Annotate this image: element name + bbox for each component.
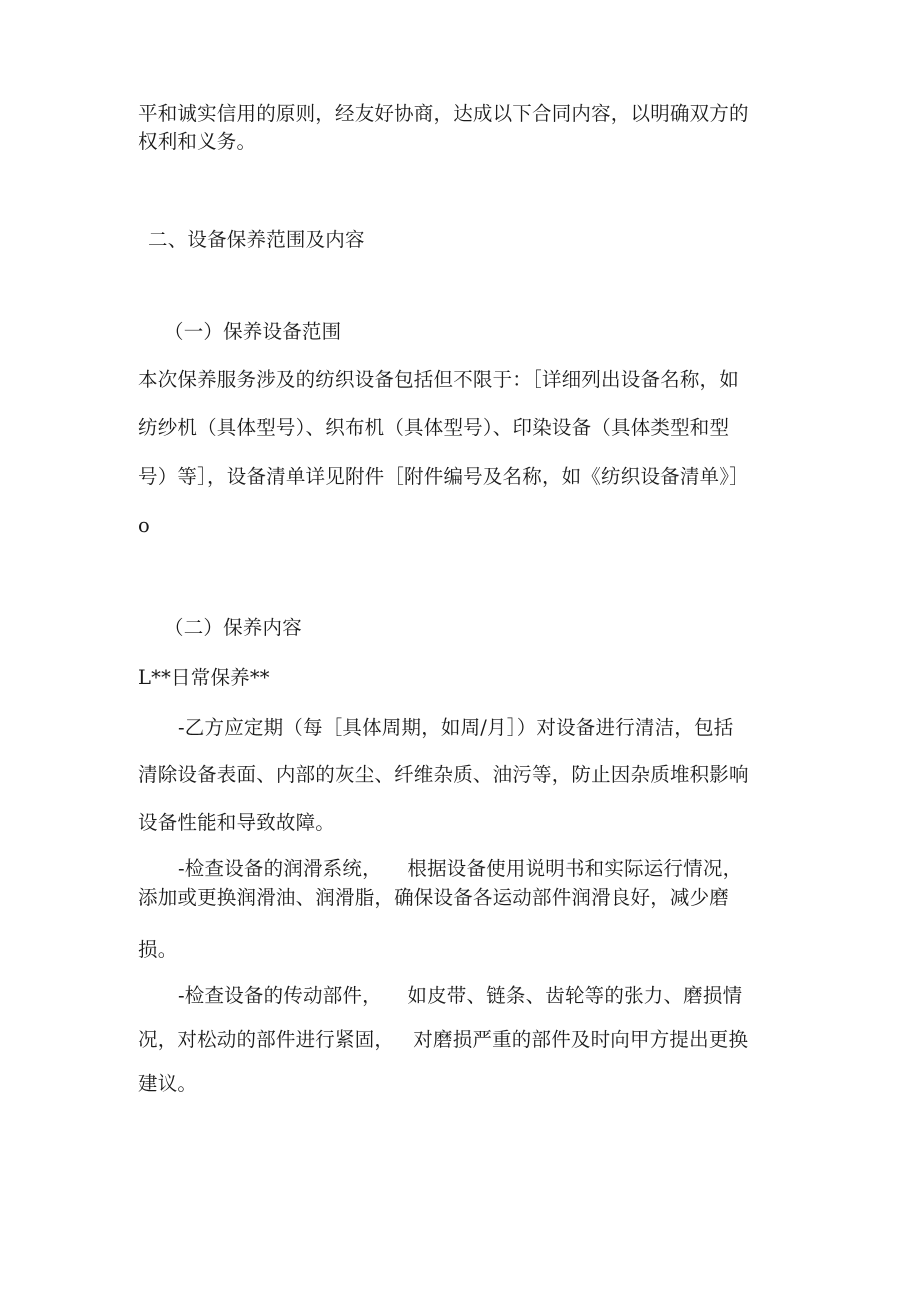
section-heading: 二、设备保养范围及内容: [148, 228, 365, 251]
scope-para-line-2: 纺纱机（具体型号）、织布机（具体型号）、印染设备（具体类型和型: [138, 416, 730, 439]
item-title-daily-maintenance: L**日常保养**: [138, 666, 270, 689]
subsection-heading-content: （二）保养内容: [164, 616, 302, 639]
subsection-heading-scope: （一）保养设备范围: [164, 320, 342, 343]
bullet-3-line-2: 况，对松动的部件进行紧固， 对磨损严重的部件及时向甲方提出更换: [138, 1028, 749, 1051]
scope-para-line-4: o: [138, 514, 150, 537]
bullet-2-line-1: -检查设备的润滑系统， 根据设备使用说明书和实际运行情况，: [178, 857, 743, 880]
scope-para-line-1: 本次保养服务涉及的纺织设备包括但不限于：［详细列出设备名称，如: [138, 368, 739, 391]
bullet-3-line-3: 建议。: [138, 1072, 198, 1095]
bullet-1-line-2: 清除设备表面、内部的灰尘、纤维杂质、油污等，防止因杂质堆积影响: [138, 763, 749, 786]
bullet-3-line-1: -检查设备的传动部件， 如皮带、链条、齿轮等的张力、磨损情: [178, 984, 743, 1007]
bullet-2-line-2: 添加或更换润滑油、润滑脂，确保设备各运动部件润滑良好，减少磨: [138, 886, 730, 909]
bullet-1-line-1: -乙方应定期（每［具体周期，如周/月］）对设备进行清洁，包括: [178, 716, 734, 739]
scope-para-line-3: 号）等］，设备清单详见附件［附件编号及名称，如《纺织设备清单》］: [138, 465, 749, 488]
bullet-1-line-3: 设备性能和导致故障。: [138, 811, 336, 834]
intro-line-1: 平和诚实信用的原则，经友好协商，达成以下合同内容，以明确双方的: [138, 102, 749, 125]
intro-line-2: 权利和义务。: [138, 130, 257, 153]
bullet-2-line-3: 损。: [138, 938, 178, 961]
